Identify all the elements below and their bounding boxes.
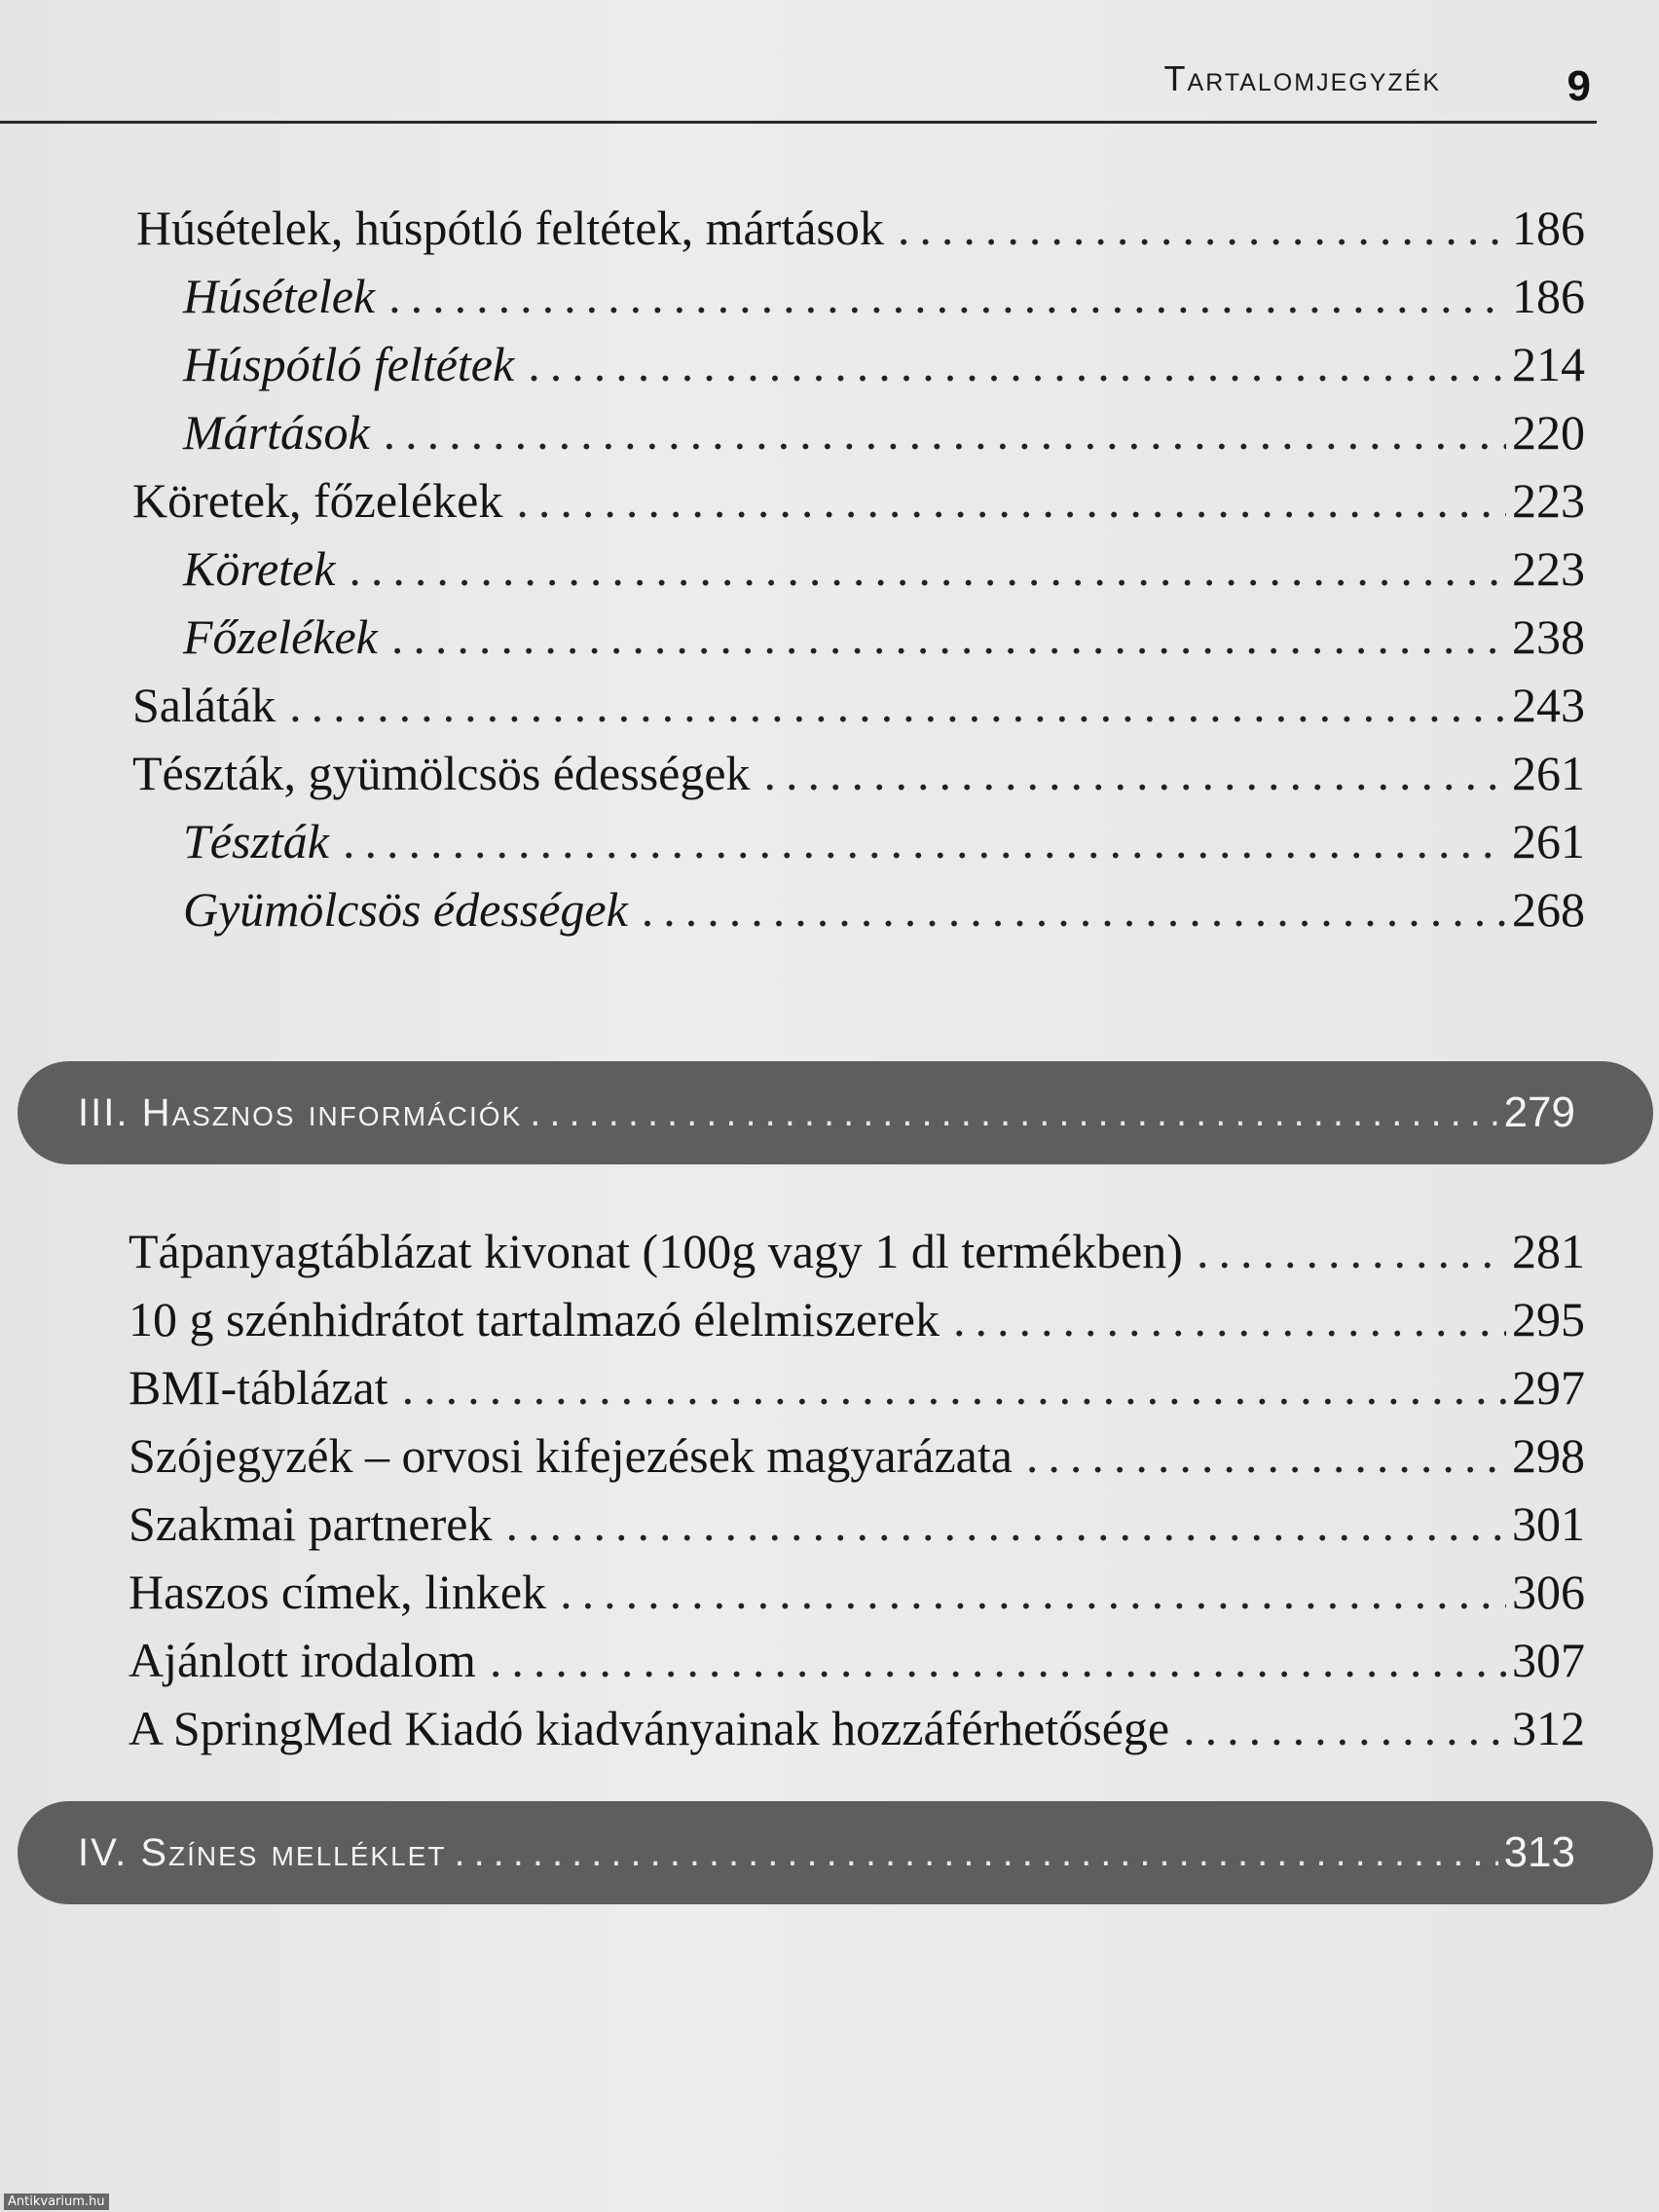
dot-leader	[528, 335, 1506, 393]
dot-leader	[1183, 1699, 1506, 1757]
toc-entry-page: 243	[1512, 678, 1585, 732]
toc-subentry-page: 238	[1512, 609, 1585, 664]
header-page-number: 9	[1567, 62, 1591, 110]
dot-leader	[505, 1494, 1506, 1553]
toc-subentry[interactable]	[183, 403, 1585, 461]
toc-subentry-page: 223	[1512, 541, 1585, 596]
toc-entry-page: 306	[1512, 1565, 1585, 1619]
dot-leader	[289, 676, 1506, 734]
toc-entry[interactable]	[129, 1699, 1585, 1757]
toc-subentry-title: Húspótló feltétek	[183, 337, 515, 391]
dot-leader	[454, 1831, 1497, 1875]
running-header	[0, 51, 1597, 124]
dot-leader	[898, 199, 1506, 257]
dot-leader	[1197, 1222, 1506, 1280]
toc-subentry[interactable]	[183, 539, 1585, 598]
dot-leader	[490, 1631, 1506, 1689]
toc-subentry[interactable]	[183, 880, 1585, 939]
toc-entry[interactable]	[129, 1426, 1585, 1485]
toc-entry-page: 301	[1512, 1496, 1585, 1551]
toc-subentry-page: 268	[1512, 882, 1585, 937]
toc-subentry-title: Gyümölcsös édességek	[183, 882, 628, 937]
toc-subentry[interactable]	[183, 335, 1585, 393]
toc-entry[interactable]	[132, 676, 1585, 734]
toc-entry-page: 298	[1512, 1428, 1585, 1483]
toc-subentry[interactable]	[183, 267, 1585, 325]
toc-entry[interactable]	[132, 744, 1585, 802]
toc-subentry-title: Húsételek	[183, 269, 376, 323]
toc-entry[interactable]	[129, 1563, 1585, 1621]
toc-entry-title: Húsételek, húspótló feltétek, mártások	[136, 201, 884, 255]
dot-leader	[343, 812, 1506, 870]
toc-subentry-page: 186	[1512, 269, 1585, 323]
toc-entry-page: 297	[1512, 1360, 1585, 1415]
toc-entry-title: Tészták, gyümölcsös édességek	[132, 746, 751, 800]
section-bar-page: 313	[1503, 1828, 1575, 1876]
toc-entry[interactable]	[129, 1358, 1585, 1417]
dot-leader	[391, 608, 1506, 666]
toc-entry-title: 10 g szénhidrátot tartalmazó élelmiszerek	[129, 1292, 940, 1346]
toc-entry[interactable]	[129, 1290, 1585, 1348]
toc-subentry-title: Mártások	[183, 405, 370, 460]
toc-subentry-title: Főzelékek	[183, 609, 378, 664]
toc-entry-title: A SpringMed Kiadó kiadványainak hozzáférhetősége	[129, 1701, 1170, 1755]
toc-entry-title: Ajánlott irodalom	[129, 1633, 476, 1687]
dot-leader	[642, 880, 1506, 939]
toc-subentry-title: Tészták	[183, 814, 329, 868]
dot-leader	[349, 539, 1506, 598]
toc-entry[interactable]	[129, 1631, 1585, 1689]
toc-entry-page: 261	[1512, 746, 1585, 800]
toc-entry-page: 281	[1512, 1224, 1585, 1278]
toc-entry-title: Saláták	[132, 678, 276, 732]
toc-subentry[interactable]	[183, 812, 1585, 870]
toc-entry[interactable]	[129, 1222, 1585, 1280]
section-bar-hasznos-informaciok[interactable]	[18, 1061, 1653, 1164]
toc-subentry-page: 220	[1512, 405, 1585, 460]
toc-entry[interactable]	[129, 1494, 1585, 1553]
toc-entry-title: Köretek, főzelékek	[132, 473, 503, 528]
toc-subentry-title: Köretek	[183, 541, 336, 596]
toc-entry-title: Szójegyzék – orvosi kifejezések magyarázata	[129, 1428, 1013, 1483]
toc-entry[interactable]	[136, 199, 1585, 257]
dot-leader	[516, 471, 1506, 530]
toc-entry-title: BMI-táblázat	[129, 1360, 388, 1415]
toc-subentry[interactable]	[183, 608, 1585, 666]
dot-leader	[384, 403, 1506, 461]
toc-entry[interactable]	[132, 471, 1585, 530]
section-bar-page: 279	[1503, 1088, 1575, 1136]
toc-entry-page: 307	[1512, 1633, 1585, 1687]
toc-entry-title: Szakmai partnerek	[129, 1496, 493, 1551]
section-bar-szines-melleklet[interactable]	[18, 1801, 1653, 1904]
dot-leader	[388, 267, 1506, 325]
site-watermark: Antikvarium.hu	[4, 2194, 109, 2210]
header-title: Tartalomjegyzék	[1163, 58, 1441, 98]
section-bar-title: III. Hasznos információk	[78, 1090, 523, 1134]
toc-entry-page: 295	[1512, 1292, 1585, 1346]
toc-entry-page: 186	[1512, 201, 1585, 255]
toc-entry-page: 312	[1512, 1701, 1585, 1755]
toc-entry-page: 223	[1512, 473, 1585, 528]
toc-entry-title: Tápanyagtáblázat kivonat (100g vagy 1 dl termékben)	[129, 1224, 1183, 1278]
dot-leader	[560, 1563, 1506, 1621]
dot-leader	[1026, 1426, 1506, 1485]
dot-leader	[764, 744, 1506, 802]
dot-leader	[402, 1358, 1506, 1417]
dot-leader	[530, 1091, 1497, 1135]
toc-subentry-page: 261	[1512, 814, 1585, 868]
section-bar-title: IV. Színes melléklet	[78, 1830, 447, 1874]
dot-leader	[953, 1290, 1506, 1348]
toc-entry-title: Haszos címek, linkek	[129, 1565, 547, 1619]
toc-subentry-page: 214	[1512, 337, 1585, 391]
